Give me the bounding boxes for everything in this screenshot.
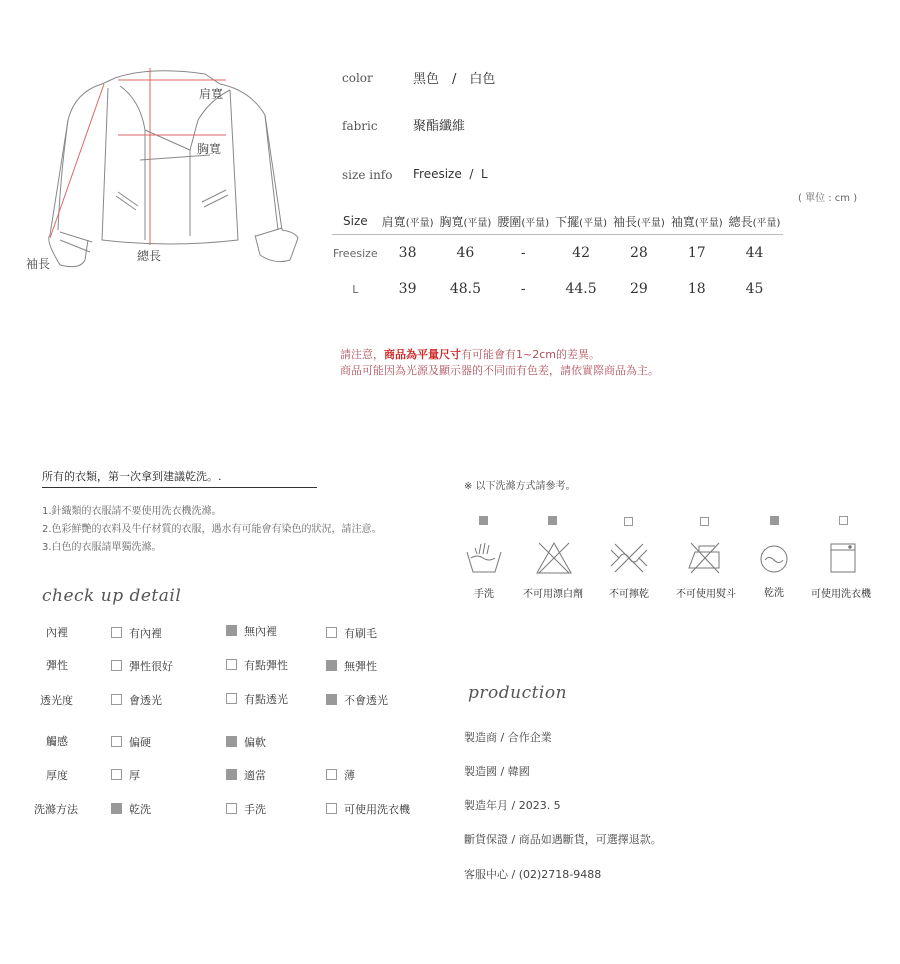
fabric-value: 聚酯纖維 (413, 119, 466, 134)
checkbox (326, 803, 337, 814)
option-label: 偏軟 (244, 736, 266, 749)
checkup-option (326, 767, 355, 783)
washing-note-title: 所有的衣類，第一次拿到建議乾洗。. (42, 468, 317, 488)
size-info-value: Freesize / L (413, 167, 488, 181)
header-sub: (平量) (694, 217, 723, 229)
checkup-option (111, 625, 162, 641)
care-check (479, 516, 488, 525)
checkbox (326, 694, 337, 705)
size-notice (340, 346, 600, 362)
table-cell: 42 (572, 245, 590, 261)
sleeve-width-col-header (668, 208, 726, 235)
option-label: 無彈性 (344, 660, 377, 673)
checkup-option (111, 692, 162, 708)
table-cell: 44 (745, 245, 764, 261)
sleeve-length-label: 袖長 (26, 257, 51, 271)
care-check (624, 517, 633, 526)
checkbox (326, 627, 337, 638)
checkup-title: check up detail (42, 586, 182, 606)
option-label: 適當 (244, 769, 266, 782)
washing-note-item: 1.針織類的衣服請不要使用洗衣機洗滌。 (42, 506, 222, 517)
checkup-option (226, 767, 266, 783)
washing-machine-icon (828, 540, 858, 576)
checkup-row-label: 彈性 (46, 659, 68, 672)
size-col-header (332, 208, 379, 235)
chest-width-label: 胸寬 (197, 142, 222, 156)
table-cell: 44.5 (565, 281, 597, 297)
color-label: color (342, 71, 373, 85)
table-cell: 18 (687, 281, 706, 297)
production-line: 客服中心 / (02)2718-9488 (464, 868, 602, 881)
no-bleach-icon (535, 540, 573, 576)
checkbox (326, 660, 337, 671)
header-main: 袖寬 (670, 214, 695, 229)
no-wring-icon (609, 540, 649, 576)
total-length-col-header (726, 208, 784, 235)
table-cell: 48.5 (449, 281, 481, 297)
checkup-option (226, 691, 288, 707)
size-info-label: size info (342, 168, 393, 182)
table-row (332, 235, 783, 272)
care-label: 乾洗 (764, 588, 784, 599)
checkup-row-label: 透光度 (40, 694, 73, 707)
table-cell: - (520, 281, 526, 297)
jacket-sketch (20, 60, 310, 280)
checkbox (226, 736, 237, 747)
checkup-option (111, 658, 173, 674)
option-label: 有點透光 (244, 693, 288, 706)
care-check (770, 516, 779, 525)
fabric-label: fabric (342, 119, 378, 133)
jacket-diagram (20, 60, 310, 280)
dry-clean-icon (756, 540, 792, 576)
checkbox (111, 660, 122, 671)
checkbox (111, 694, 122, 705)
checkbox (111, 627, 122, 638)
checkbox (111, 769, 122, 780)
hand-wash-icon (465, 540, 503, 576)
option-label: 有內裡 (129, 627, 162, 640)
notice-pre: 請注意， (340, 348, 384, 361)
header-sub: (平量) (521, 217, 550, 229)
checkup-option (326, 801, 410, 817)
table-cell: 29 (629, 281, 648, 297)
color-value: 黑色 / 白色 (413, 72, 496, 87)
option-label: 會透光 (129, 694, 162, 707)
checkup-option (326, 625, 377, 641)
checkup-option (326, 692, 388, 708)
care-check (700, 517, 709, 526)
table-cell: 17 (687, 245, 706, 261)
header-sub: (平量) (405, 217, 434, 229)
option-label: 不會透光 (344, 694, 388, 707)
shoulder-width-label: 肩寬 (199, 87, 224, 101)
table-cell: 45 (745, 281, 764, 297)
notice-post: 有可能會有1~2cm的差異。 (461, 348, 600, 361)
checkbox (226, 625, 237, 636)
header-main: 下擺 (555, 214, 580, 229)
checkup-row-label: 觸感 (46, 735, 68, 748)
header-main: 腰圍 (497, 214, 522, 229)
no-iron-icon (685, 540, 725, 576)
checkup-option (111, 734, 151, 750)
checkup-option (111, 767, 140, 783)
color-notice: 商品可能因為光源及顯示器的不同而有色差，請依實際商品為主。 (340, 364, 659, 377)
total-length-label: 總長 (137, 249, 162, 263)
care-check (548, 516, 557, 525)
option-label: 可使用洗衣機 (344, 803, 410, 816)
care-label: 可使用洗衣機 (811, 589, 871, 600)
option-label: 薄 (344, 769, 355, 782)
unit-note: ( 單位 : cm ) (798, 193, 858, 204)
checkup-row-label: 洗滌方法 (34, 803, 78, 816)
header-main: 肩寬 (381, 214, 406, 229)
header-main: 總長 (728, 214, 753, 229)
checkup-row-label: 內裡 (46, 626, 68, 639)
checkbox (226, 803, 237, 814)
production-line: 斷貨保證 / 商品如遇斷貨，可選擇退款。 (464, 833, 662, 846)
chest-col-header (437, 208, 495, 235)
option-label: 乾洗 (129, 803, 151, 816)
checkbox (111, 736, 122, 747)
checkup-option (326, 658, 377, 674)
option-label: 厚 (129, 769, 140, 782)
care-note: ※ 以下洗滌方式請參考。 (464, 481, 576, 492)
header-sub: (平量) (579, 217, 607, 229)
checkbox (226, 659, 237, 670)
table-cell: 38 (398, 245, 417, 261)
checkup-option (226, 801, 266, 817)
checkbox (226, 769, 237, 780)
table-cell: - (520, 245, 526, 261)
care-label: 不可用漂白劑 (523, 589, 583, 600)
hem-col-header (552, 208, 610, 235)
care-label: 手洗 (474, 589, 494, 600)
table-cell: 39 (398, 281, 417, 297)
sleeve-length-col-header (610, 208, 668, 235)
washing-note-item: 2.色彩鮮艷的衣料及牛仔材質的衣服，遇水有可能會有染色的狀況，請注意。 (42, 524, 382, 535)
table-row (332, 271, 783, 307)
checkup-option (226, 734, 266, 750)
checkbox (226, 693, 237, 704)
production-line: 製造年月 / 2023. 5 (464, 799, 561, 812)
checkbox (326, 769, 337, 780)
header-sub: (平量) (637, 217, 665, 229)
table-cell: 28 (629, 245, 648, 261)
option-label: 彈性很好 (129, 660, 173, 673)
size-table-header (332, 208, 783, 235)
size-table (332, 208, 783, 307)
header-sub: (平量) (752, 217, 781, 229)
row-size: L (352, 282, 359, 296)
care-label: 不可擰乾 (609, 589, 649, 600)
shoulder-col-header (379, 208, 437, 235)
checkbox (111, 803, 122, 814)
checkup-option (111, 801, 151, 817)
waist-col-header (494, 208, 552, 235)
option-label: 手洗 (244, 803, 266, 816)
option-label: 偏硬 (129, 736, 151, 749)
header-main: 胸寬 (439, 214, 464, 229)
washing-note-item: 3.白色的衣服請單獨洗滌。 (42, 542, 162, 553)
checkup-option (226, 657, 288, 673)
option-label: 有點彈性 (244, 659, 288, 672)
notice-bold: 商品為平量尺寸 (384, 348, 461, 361)
production-title: production (468, 683, 568, 703)
option-label: 無內裡 (244, 625, 277, 638)
production-line: 製造商 / 合作企業 (464, 731, 552, 744)
checkup-row-label: 厚度 (46, 769, 68, 782)
header-main: 袖長 (612, 214, 637, 229)
care-check (839, 516, 848, 525)
table-cell: 46 (456, 245, 475, 261)
row-size: Freesize (333, 246, 378, 260)
header-main: Size (343, 214, 368, 228)
header-sub: (平量) (463, 217, 492, 229)
production-line: 製造國 / 韓國 (464, 765, 530, 778)
care-label: 不可使用熨斗 (676, 589, 736, 600)
checkup-option (226, 623, 277, 639)
option-label: 有刷毛 (344, 627, 377, 640)
